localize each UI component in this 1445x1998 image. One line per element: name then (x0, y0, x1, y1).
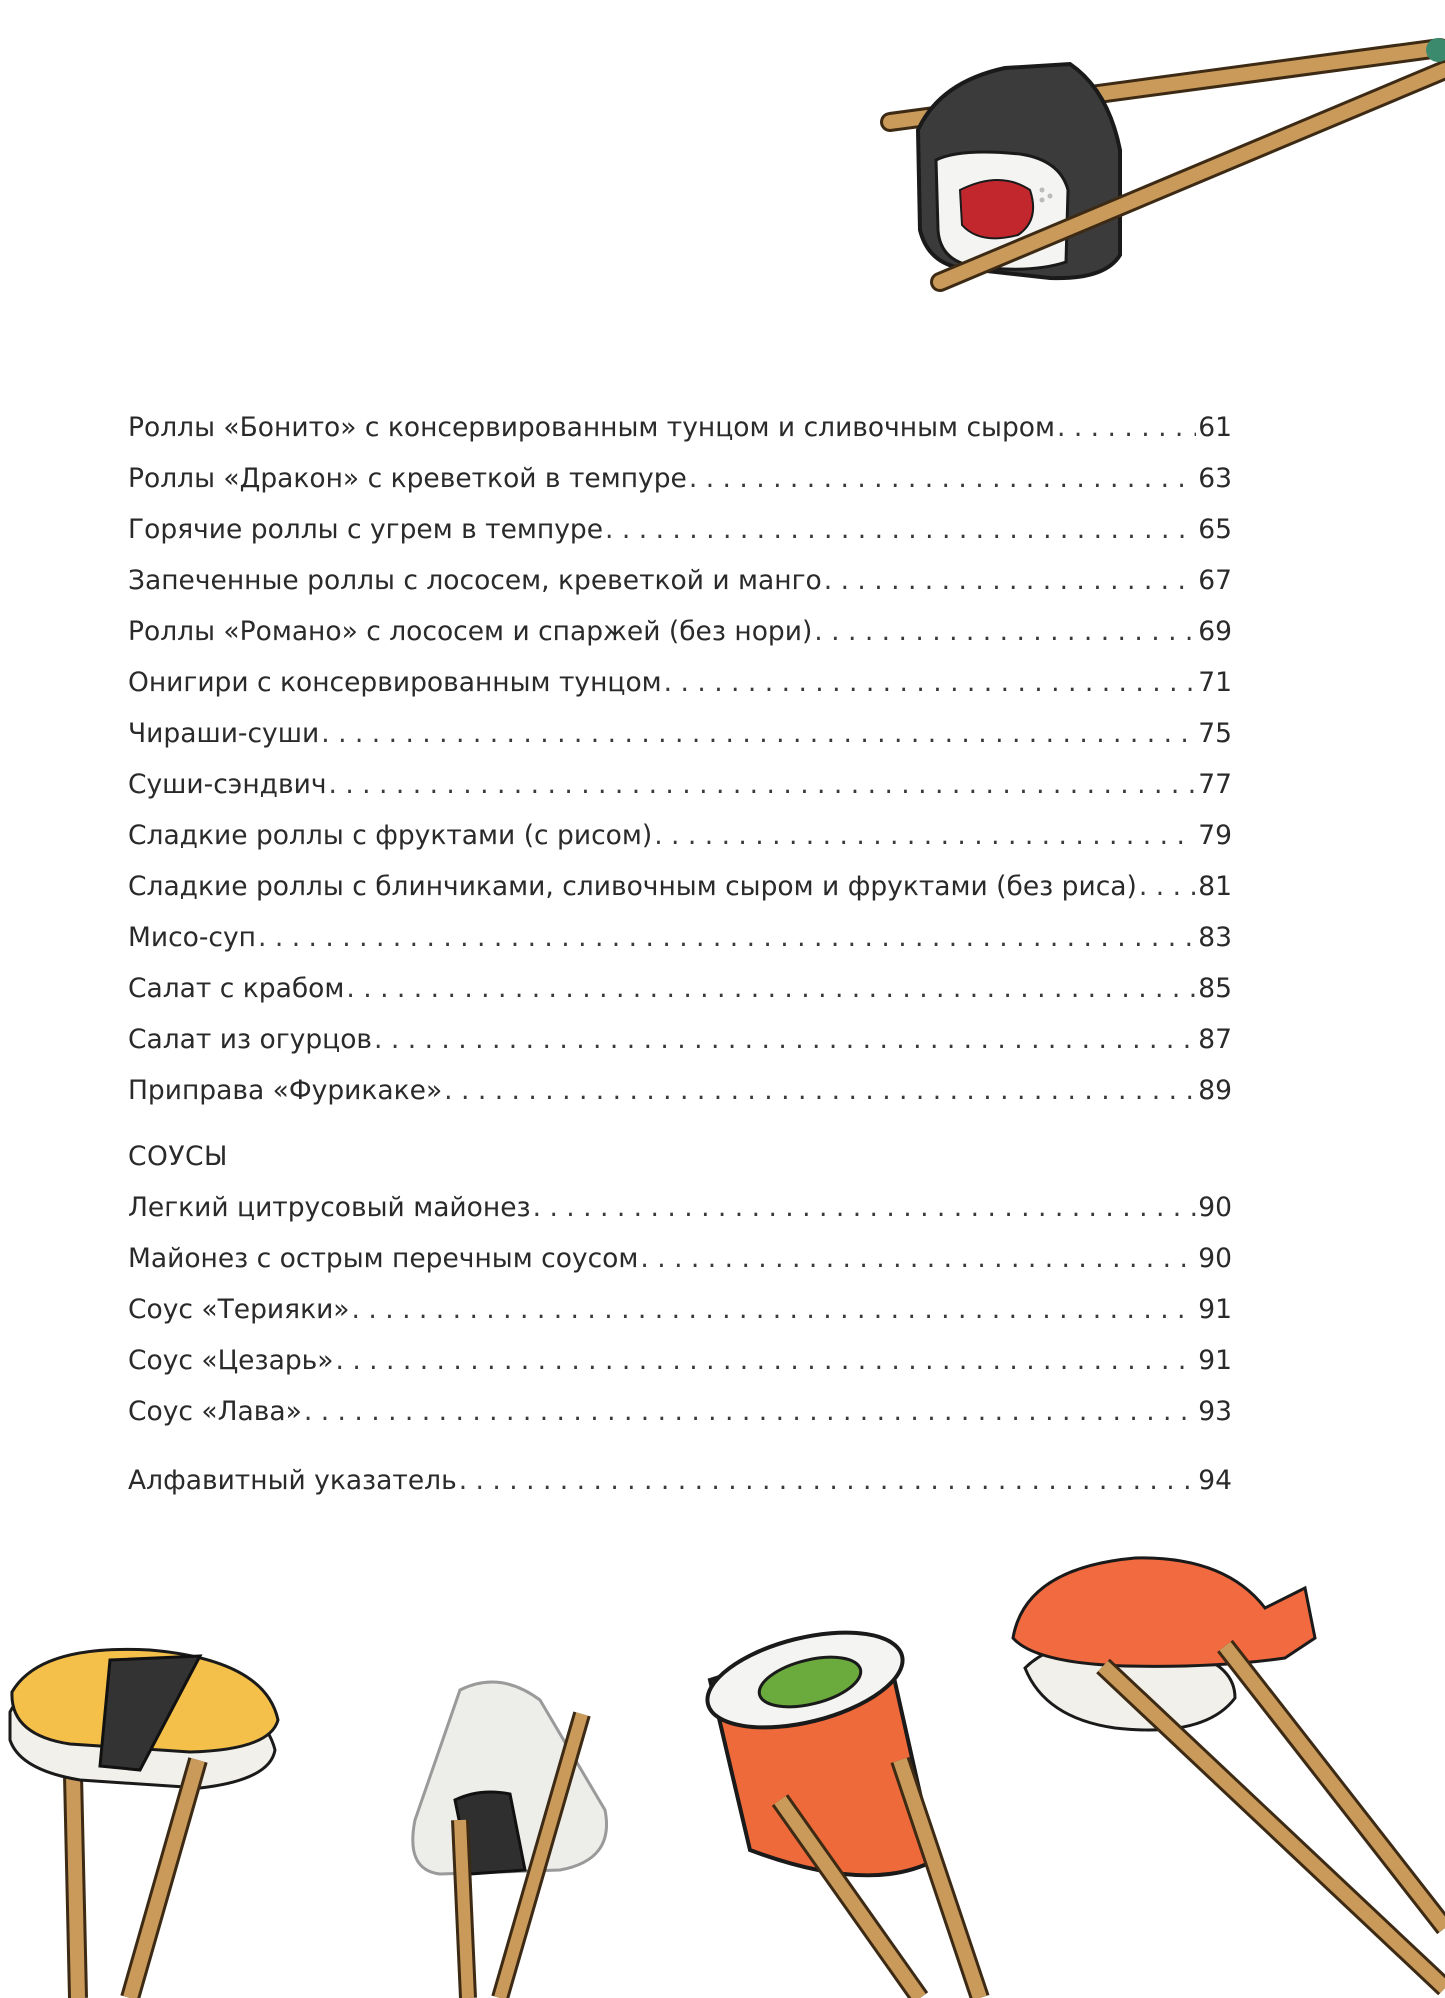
toc-entry-page: 79 (1198, 820, 1232, 851)
toc-entry-title: Салат из огурцов (128, 1024, 373, 1055)
toc-leader-dots (258, 912, 1196, 963)
toc-leader-dots (321, 708, 1196, 759)
toc-entry-title: Мисо-суп (128, 922, 257, 953)
salmon-roll-illustration (690, 1620, 1010, 1998)
toc-leader-dots (654, 810, 1196, 861)
toc-entry[interactable] (128, 1065, 1232, 1116)
toc-entry-page: 67 (1198, 565, 1232, 596)
toc-entry[interactable] (128, 504, 1232, 555)
toc-entry[interactable] (128, 1014, 1232, 1065)
toc-entry[interactable] (128, 657, 1232, 708)
toc-leader-dots (824, 555, 1197, 606)
toc-leader-dots (459, 1455, 1197, 1506)
toc-entry-title: Суши-сэндвич (128, 769, 327, 800)
toc-entry[interactable] (128, 810, 1232, 861)
toc-entry-page: 87 (1198, 1024, 1232, 1055)
toc-entry-title: Соус «Лава» (128, 1396, 302, 1427)
toc-entry-title: Легкий цитрусовый майонез (128, 1192, 531, 1223)
toc-entry-page: 90 (1198, 1243, 1232, 1274)
toc-entry[interactable] (128, 1284, 1232, 1335)
toc-entry-page: 71 (1198, 667, 1232, 698)
spacer (128, 1437, 1232, 1455)
toc-entry-title: Алфавитный указатель (128, 1465, 457, 1496)
toc-leader-dots (533, 1182, 1197, 1233)
toc-leader-dots (335, 1335, 1196, 1386)
toc-entry-index[interactable] (128, 1455, 1232, 1506)
toc-entry-page: 89 (1198, 1075, 1232, 1106)
tamago-nigiri-illustration (0, 1620, 290, 1998)
toc-entry-title: Роллы «Дракон» с креветкой в темпуре (128, 463, 687, 494)
toc-entry-title: Салат с крабом (128, 973, 345, 1004)
toc-leader-dots (374, 1014, 1196, 1065)
toc-entry[interactable] (128, 1335, 1232, 1386)
toc-entry[interactable] (128, 708, 1232, 759)
toc-entry-title: Приправа «Фурикаке» (128, 1075, 443, 1106)
toc-leader-dots (689, 453, 1196, 504)
toc-entry-title: Онигири с консервированным тунцом (128, 667, 662, 698)
toc-entry-page: 91 (1198, 1294, 1232, 1325)
shrimp-nigiri-illustration (1005, 1548, 1445, 1998)
onigiri-illustration (400, 1670, 640, 1998)
toc-entry-page: 75 (1198, 718, 1232, 749)
toc-entry-page: 83 (1198, 922, 1232, 953)
toc-entry-title: Горячие роллы с угрем в темпуре (128, 514, 604, 545)
toc-entry-page: 90 (1198, 1192, 1232, 1223)
toc-leader-dots (664, 657, 1197, 708)
section-heading-sauces: СОУСЫ (128, 1141, 228, 1172)
toc-leader-dots (328, 759, 1196, 810)
toc-entry-title: Запеченные роллы с лососем, креветкой и манго (128, 565, 822, 596)
toc-entry-page: 77 (1198, 769, 1232, 800)
table-of-contents (128, 402, 1232, 1506)
toc-leader-dots (1057, 402, 1196, 453)
toc-entry-page: 65 (1198, 514, 1232, 545)
toc-entry-page: 81 (1198, 871, 1232, 902)
toc-entry-title: Сладкие роллы с блинчиками, сливочным сыром и фруктами (без риса) (128, 871, 1137, 902)
toc-leader-dots (640, 1233, 1196, 1284)
toc-recipes (128, 402, 1232, 1116)
toc-entry-title: Роллы «Бонито» с консервированным тунцом и сливочным сыром (128, 412, 1055, 443)
toc-leader-dots (444, 1065, 1196, 1116)
toc-leader-dots (304, 1386, 1196, 1437)
toc-entry-page: 94 (1198, 1465, 1232, 1496)
toc-entry-page: 63 (1198, 463, 1232, 494)
toc-entry-page: 69 (1198, 616, 1232, 647)
toc-entry-page: 93 (1198, 1396, 1232, 1427)
maki-roll-chopsticks-illustration (880, 30, 1445, 300)
toc-entry-title: Сладкие роллы с фруктами (с рисом) (128, 820, 653, 851)
toc-entry[interactable] (128, 1233, 1232, 1284)
toc-leader-dots (352, 1284, 1197, 1335)
toc-entry[interactable] (128, 606, 1232, 657)
toc-leader-dots (1139, 861, 1196, 912)
toc-sauces (128, 1182, 1232, 1437)
toc-entry[interactable] (128, 402, 1232, 453)
toc-entry[interactable] (128, 963, 1232, 1014)
toc-entry-page: 61 (1198, 412, 1232, 443)
toc-entry[interactable] (128, 912, 1232, 963)
toc-entry-page: 91 (1198, 1345, 1232, 1376)
toc-entry-page: 85 (1198, 973, 1232, 1004)
toc-entry-title: Соус «Цезарь» (128, 1345, 334, 1376)
toc-entry[interactable] (128, 861, 1232, 912)
toc-entry[interactable] (128, 1386, 1232, 1437)
toc-entry[interactable] (128, 1182, 1232, 1233)
toc-entry-title: Соус «Терияки» (128, 1294, 350, 1325)
toc-entry[interactable] (128, 555, 1232, 606)
toc-entry[interactable] (128, 453, 1232, 504)
toc-entry-title: Роллы «Романо» с лососем и спаржей (без нори) (128, 616, 813, 647)
toc-entry[interactable] (128, 759, 1232, 810)
toc-entry-title: Майонез с острым перечным соусом (128, 1243, 639, 1274)
toc-leader-dots (605, 504, 1196, 555)
toc-leader-dots (814, 606, 1196, 657)
toc-leader-dots (346, 963, 1196, 1014)
toc-entry-title: Чираши-суши (128, 718, 320, 749)
